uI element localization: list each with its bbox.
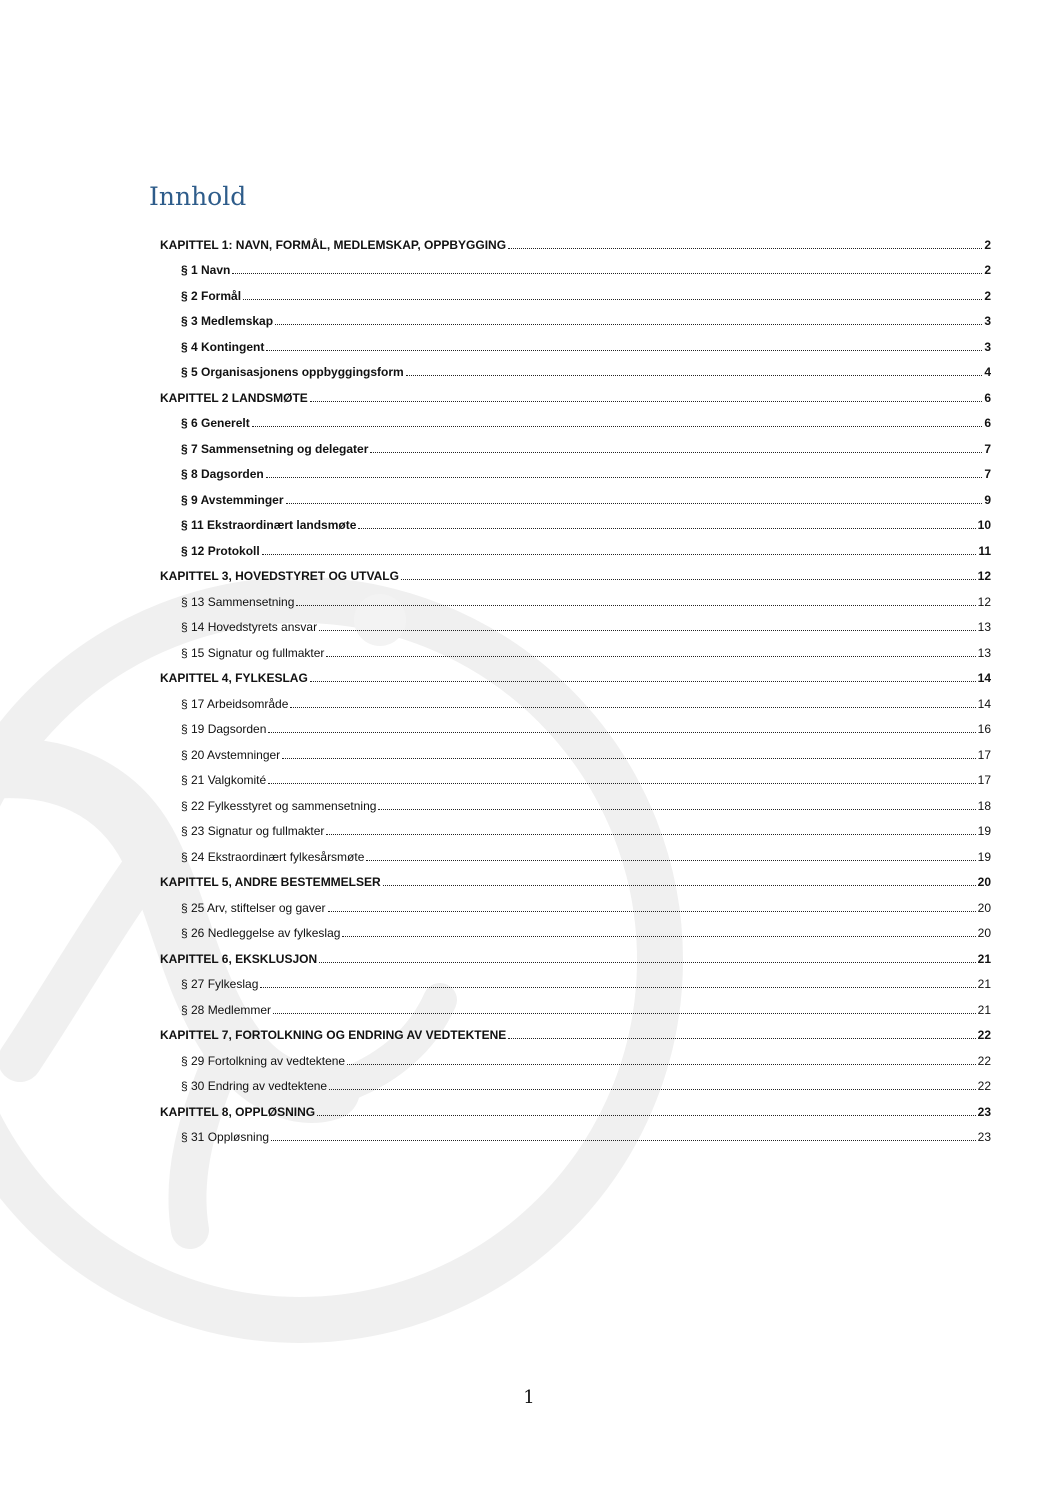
- toc-entry-page: 10: [977, 518, 991, 532]
- toc-chapter-entry[interactable]: [160, 1093, 991, 1119]
- toc-entry-title: KAPITTEL 7, FORTOLKNING OG ENDRING AV VEDTEKTENE: [160, 1028, 507, 1042]
- toc-section-entry[interactable]: [160, 328, 991, 354]
- toc-entry-page: 14: [977, 671, 991, 685]
- toc-entry-title: § 29 Fortolkning av vedtektene: [181, 1053, 346, 1068]
- toc-entry-page: 2: [984, 237, 991, 252]
- toc-entry-title: § 23 Signatur og fullmakter: [181, 824, 325, 838]
- toc-dot-leader: [286, 503, 983, 504]
- toc-chapter-entry[interactable]: [160, 660, 991, 686]
- toc-entry-title: § 20 Avstemninger: [181, 747, 281, 762]
- toc-entry-title: § 4 Kontingent: [181, 339, 265, 354]
- toc-section-entry[interactable]: [160, 685, 991, 711]
- toc-dot-leader: [268, 732, 975, 733]
- toc-entry-page: 12: [977, 594, 991, 609]
- toc-entry-title: § 14 Hovedstyrets ansvar: [181, 620, 318, 634]
- toc-section-entry[interactable]: [160, 252, 991, 278]
- toc-section-entry[interactable]: [160, 838, 991, 864]
- toc-entry-title: § 9 Avstemminger: [181, 492, 284, 507]
- toc-entry-page: 13: [977, 620, 991, 634]
- toc-entry-page: 9: [984, 492, 991, 507]
- toc-section-entry[interactable]: [160, 889, 991, 915]
- toc-dot-leader: [273, 1013, 976, 1014]
- toc-chapter-entry[interactable]: [160, 940, 991, 966]
- toc-section-entry[interactable]: [160, 787, 991, 813]
- toc-dot-leader: [508, 1038, 975, 1039]
- toc-entry-title: KAPITTEL 4, FYLKESLAG: [160, 671, 308, 685]
- toc-chapter-entry[interactable]: [160, 226, 991, 252]
- toc-entry-page: 3: [984, 339, 991, 354]
- toc-entry-title: § 13 Sammensetning: [181, 594, 295, 609]
- toc-dot-leader: [266, 477, 983, 478]
- toc-entry-page: 12: [977, 569, 991, 583]
- toc-dot-leader: [271, 1140, 976, 1141]
- toc-section-entry[interactable]: [160, 991, 991, 1017]
- toc-entry-page: 19: [977, 824, 991, 838]
- toc-section-entry[interactable]: [160, 507, 991, 533]
- toc-entry-title: § 17 Arbeidsområde: [181, 696, 289, 711]
- toc-entry-title: § 30 Endring av vedtektene: [181, 1079, 328, 1093]
- toc-entry-page: 14: [977, 696, 991, 711]
- toc-dot-leader: [508, 248, 982, 249]
- toc-entry-page: 6: [984, 416, 991, 430]
- toc-entry-page: 17: [977, 747, 991, 762]
- toc-section-entry[interactable]: [160, 405, 991, 431]
- toc-section-entry[interactable]: [160, 583, 991, 609]
- toc-entry-title: § 3 Medlemskap: [181, 314, 274, 328]
- toc-entry-page: 22: [977, 1079, 991, 1093]
- toc-entry-title: KAPITTEL 8, OPPLØSNING: [160, 1104, 316, 1119]
- toc-dot-leader: [232, 273, 982, 274]
- toc-section-entry[interactable]: [160, 1119, 991, 1145]
- toc-dot-leader: [326, 656, 975, 657]
- toc-entry-page: 16: [977, 722, 991, 736]
- toc-section-entry[interactable]: [160, 354, 991, 380]
- toc-dot-leader: [282, 758, 975, 759]
- toc-entry-page: 21: [977, 951, 991, 966]
- toc-entry-page: 2: [984, 288, 991, 303]
- toc-section-entry[interactable]: [160, 1068, 991, 1094]
- toc-dot-leader: [317, 1115, 976, 1116]
- toc-dot-leader: [370, 452, 982, 453]
- toc-chapter-entry[interactable]: [160, 379, 991, 405]
- toc-dot-leader: [358, 528, 975, 529]
- toc-entry-page: 22: [977, 1053, 991, 1068]
- toc-entry-title: § 22 Fylkesstyret og sammensetning: [181, 798, 377, 813]
- toc-dot-leader: [266, 350, 982, 351]
- toc-entry-page: 23: [977, 1104, 991, 1119]
- toc-section-entry[interactable]: [160, 762, 991, 788]
- toc-dot-leader: [347, 1064, 976, 1065]
- toc-section-entry[interactable]: [160, 303, 991, 329]
- toc-entry-title: § 7 Sammensetning og delegater: [181, 441, 369, 456]
- toc-entry-title: § 21 Valgkomité: [181, 773, 267, 787]
- toc-section-entry[interactable]: [160, 532, 991, 558]
- toc-dot-leader: [268, 783, 975, 784]
- toc-entry-page: 19: [977, 849, 991, 864]
- toc-section-entry[interactable]: [160, 711, 991, 737]
- toc-dot-leader: [319, 962, 976, 963]
- toc-section-entry[interactable]: [160, 915, 991, 941]
- toc-entry-title: § 25 Arv, stiftelser og gaver: [181, 900, 326, 915]
- toc-chapter-entry[interactable]: [160, 558, 991, 584]
- toc-entry-page: 4: [984, 365, 991, 379]
- toc-dot-leader: [252, 426, 983, 427]
- page-number: 1: [523, 1387, 535, 1408]
- toc-entry-title: KAPITTEL 3, HOVEDSTYRET OG UTVALG: [160, 569, 399, 583]
- toc-section-entry[interactable]: [160, 456, 991, 482]
- toc-section-entry[interactable]: [160, 481, 991, 507]
- toc-chapter-entry[interactable]: [160, 1017, 991, 1043]
- toc-dot-leader: [401, 579, 976, 580]
- toc-entry-page: 6: [984, 390, 991, 405]
- toc-entry-title: § 27 Fylkeslag: [181, 977, 259, 991]
- toc-entry-page: 11: [978, 543, 991, 558]
- toc-entry-title: § 24 Ekstraordinært fylkesårsmøte: [181, 849, 365, 864]
- toc-dot-leader: [310, 401, 983, 402]
- toc-entry-title: § 8 Dagsorden: [181, 467, 264, 481]
- toc-entry-page: 20: [977, 875, 991, 889]
- toc-section-entry[interactable]: [160, 430, 991, 456]
- toc-entry-page: 13: [977, 645, 991, 660]
- toc-entry-title: KAPITTEL 6, EKSKLUSJON: [160, 951, 318, 966]
- toc-entry-page: 2: [984, 263, 991, 277]
- toc-section-entry[interactable]: [160, 634, 991, 660]
- toc-dot-leader: [290, 707, 975, 708]
- toc-dot-leader: [326, 834, 975, 835]
- toc-entry-page: 20: [977, 900, 991, 915]
- toc-entry-title: § 12 Protokoll: [181, 543, 260, 558]
- toc-entry-title: § 31 Oppløsning: [181, 1130, 270, 1144]
- toc-entry-page: 21: [977, 1002, 991, 1017]
- toc-entry-title: KAPITTEL 5, ANDRE BESTEMMELSER: [160, 875, 381, 889]
- toc-section-entry[interactable]: [160, 736, 991, 762]
- toc-entry-page: 22: [977, 1028, 991, 1042]
- toc-section-entry[interactable]: [160, 1042, 991, 1068]
- toc-dot-leader: [262, 554, 977, 555]
- toc-entry-page: 21: [977, 977, 991, 991]
- toc-entry-page: 17: [977, 773, 991, 787]
- toc-entry-title: § 26 Nedleggelse av fylkeslag: [181, 926, 341, 940]
- toc-entry-page: 18: [977, 798, 991, 813]
- toc-entry-title: § 2 Formål: [181, 288, 242, 303]
- toc-dot-leader: [275, 324, 982, 325]
- toc-section-entry[interactable]: [160, 609, 991, 635]
- toc-entry-title: § 15 Signatur og fullmakter: [181, 645, 325, 660]
- toc-entry-page: 23: [977, 1130, 991, 1144]
- toc-entry-title: § 1 Navn: [181, 263, 231, 277]
- toc-dot-leader: [319, 630, 976, 631]
- toc-entry-page: 3: [984, 314, 991, 328]
- toc-entry-page: 7: [984, 441, 991, 456]
- toc-dot-leader: [329, 1089, 976, 1090]
- toc-entry-title: KAPITTEL 1: NAVN, FORMÅL, MEDLEMSKAP, OPPBYGGING: [160, 237, 507, 252]
- toc-entry-title: § 6 Generelt: [181, 416, 250, 430]
- toc-dot-leader: [378, 809, 975, 810]
- toc-dot-leader: [243, 299, 982, 300]
- toc-dot-leader: [406, 375, 983, 376]
- toc-section-entry[interactable]: [160, 277, 991, 303]
- toc-section-entry[interactable]: [160, 966, 991, 992]
- toc-dot-leader: [342, 936, 975, 937]
- toc-dot-leader: [366, 860, 975, 861]
- toc-heading: Innhold: [149, 182, 247, 211]
- toc-dot-leader: [310, 681, 976, 682]
- toc-entry-page: 7: [984, 467, 991, 481]
- toc-dot-leader: [296, 605, 975, 606]
- toc-dot-leader: [383, 885, 976, 886]
- toc-chapter-entry[interactable]: [160, 864, 991, 890]
- toc-entry-title: KAPITTEL 2 LANDSMØTE: [160, 390, 308, 405]
- toc-entry-title: § 11 Ekstraordinært landsmøte: [181, 518, 357, 532]
- toc-list: [160, 226, 991, 1144]
- toc-entry-title: § 28 Medlemmer: [181, 1002, 272, 1017]
- toc-dot-leader: [260, 987, 975, 988]
- toc-entry-title: § 19 Dagsorden: [181, 722, 267, 736]
- toc-dot-leader: [328, 911, 976, 912]
- toc-entry-page: 20: [977, 926, 991, 940]
- toc-entry-title: § 5 Organisasjonens oppbyggingsform: [181, 365, 404, 379]
- toc-section-entry[interactable]: [160, 813, 991, 839]
